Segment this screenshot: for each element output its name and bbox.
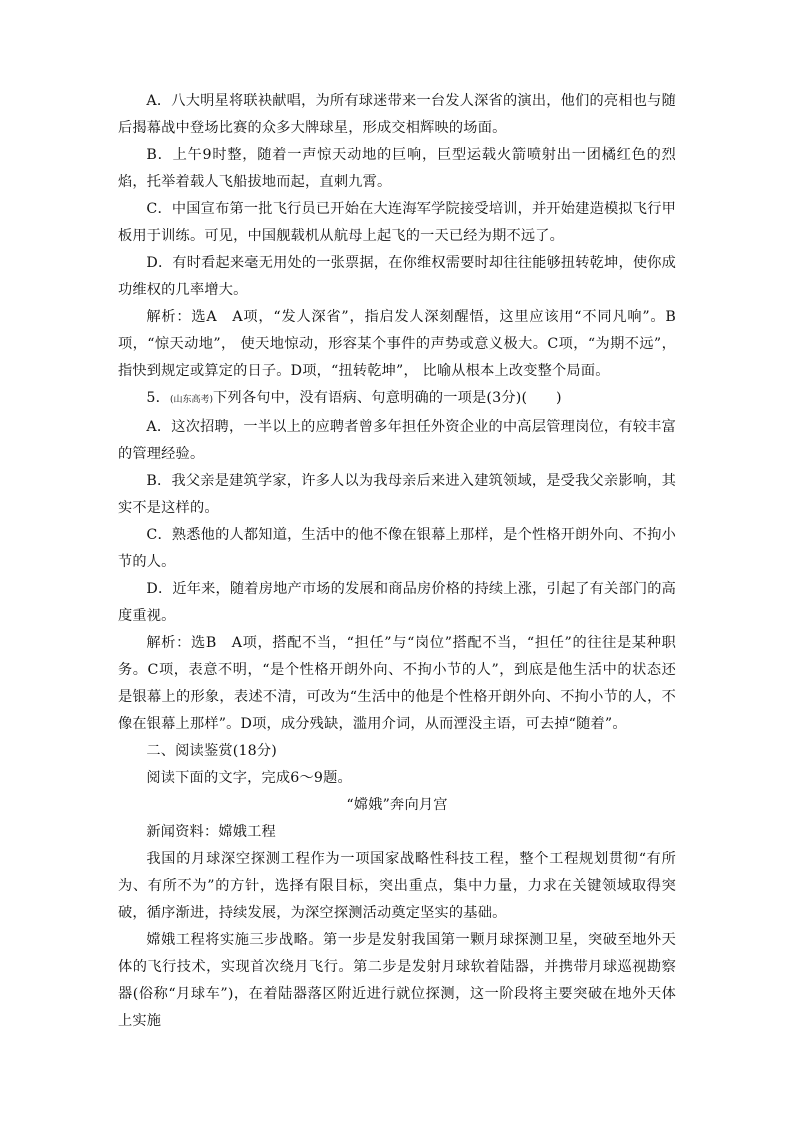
q5-option-a: A．这次招聘，一半以上的应聘者曾多年担任外资企业的中高层管理岗位，有较丰富的管理经验。 <box>118 419 676 462</box>
news-label: 新闻资料：嫦娥工程 <box>146 824 276 840</box>
article-paragraph: 嫦娥工程将实施三步战略。第一步是发射我国第一颗月球探测卫星，突破至地外天体的飞行技术，实现首次绕月飞行。第二步是发射月球软着陆器，并携带月球巡视勘察器(俗称“月球车”)，在着陆器落区附近进行就位探测，这一阶段将主要突破在地外天体上实施 <box>118 932 676 1029</box>
q5-analysis: 解析：选B A项，搭配不当，“担任”与“岗位”搭配不当，“担任”的往往是某种职务。C项，表意不明，“是个性格开朗外向、不拘小节的人”，到底是他生活中的状态还是银幕上的形象，表述不清，可改为“生活中的他是个性格开朗外向、不拘小节的人，不像在银幕上那样”。D项，成分残缺，滥用介词，从而湮没主语，可去掉“随着”。 <box>118 635 676 732</box>
article-title: “嫦娥”奔向月宫 <box>346 797 448 813</box>
q4-option-a: A．八大明星将联袂献唱，为所有球迷带来一台发人深省的演出，他们的亮相也与随后揭幕战中登场比赛的众多大牌球星，形成交相辉映的场面。 <box>118 93 676 136</box>
q5-option-c: C．熟悉他的人都知道，生活中的他不像在银幕上那样，是个性格开朗外向、不拘小节的人。 <box>118 527 676 570</box>
q4-analysis: 解析：选A A项，“发人深省”，指启发人深刻醒悟，这里应该用“不同凡响”。B项，“惊天动地”， 使天地惊动，形容某个事件的声势或意义极大。C项，“为期不远”， 指快到规定或算定的日子。D项，“扭转乾坤”， 比喻从根本上改变整个局面。 <box>118 309 676 379</box>
article-paragraph: 我国的月球深空探测工程作为一项国家战略性科技工程，整个工程规划贯彻“有所为、有所不为”的方针，选择有限目标，突出重点，集中力量，力求在关键领域取得突破，循序渐进，持续发展，为深空探测活动奠定坚实的基础。 <box>118 851 676 921</box>
q5-stem: 下列各句中，没有语病、句意明确的一项是(3分)( ) <box>213 390 562 406</box>
q5-option-b: B．我父亲是建筑学家，许多人以为我母亲后来进入建筑领域，是受我父亲影响，其实不是这样的。 <box>118 473 676 516</box>
q5-option-d: D．近年来，随着房地产市场的发展和商品房价格的持续上涨，引起了有关部门的高度重视。 <box>118 581 676 624</box>
q5-source-tag: (山东高考) <box>170 395 214 405</box>
q5-number: 5． <box>146 390 171 406</box>
section-heading: 二、阅读鉴赏(18分) <box>146 743 278 759</box>
reading-instruction: 阅读下面的文字，完成6～9题。 <box>146 770 352 786</box>
q4-option-d: D．有时看起来毫无用处的一张票据，在你维权需要时却往往能够扭转乾坤，使你成功维权的几率增大。 <box>118 255 676 298</box>
q5-stem-line <box>118 385 676 414</box>
q4-option-c: C．中国宣布第一批飞行员已开始在大连海军学院接受培训，并开始建造模拟飞行甲板用于训练。可见，中国舰载机从航母上起飞的一天已经为期不远了。 <box>118 201 676 244</box>
q4-option-b: B．上午9时整，随着一声惊天动地的巨响，巨型运载火箭喷射出一团橘红色的烈焰，托举着载人飞船拔地而起，直刺九霄。 <box>118 147 676 190</box>
